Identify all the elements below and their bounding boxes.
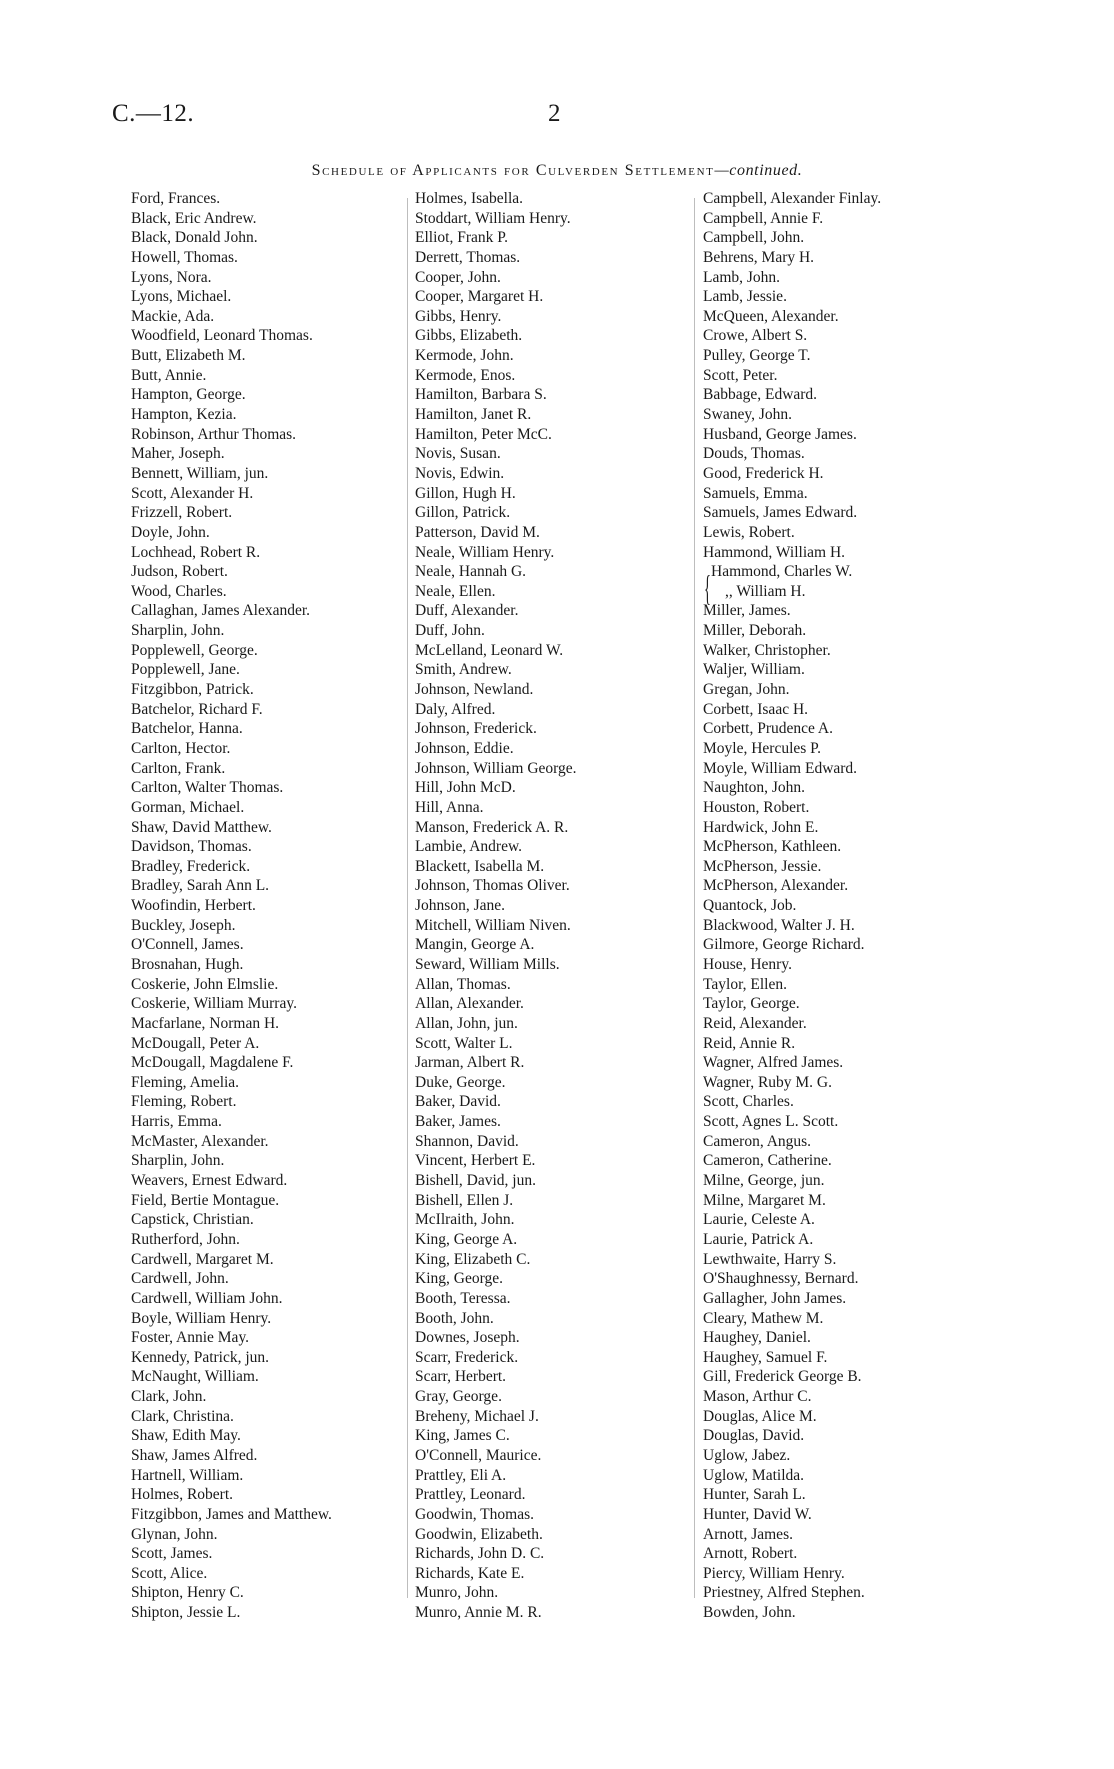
applicant-column-1: [131, 189, 401, 1623]
applicant-entry: Haughey, Daniel.: [703, 1329, 811, 1347]
applicant-entry: Downes, Joseph.: [415, 1329, 520, 1347]
applicant-entry: Moyle, Hercules P.: [703, 739, 821, 757]
applicant-entry: Robinson, Arthur Thomas.: [131, 425, 297, 443]
applicant-entry: Taylor, George.: [703, 995, 800, 1013]
applicant-entry: Coskerie, William Murray.: [131, 995, 297, 1013]
applicant-entry: King, James C.: [415, 1427, 510, 1445]
applicant-entry: Fleming, Amelia.: [131, 1073, 240, 1091]
applicant-entry: Douglas, Alice M.: [703, 1407, 817, 1425]
applicant-entry: McPherson, Kathleen.: [703, 838, 842, 856]
applicant-entry: Weavers, Ernest Edward.: [131, 1172, 288, 1190]
applicant-entry: Prattley, Leonard.: [415, 1486, 526, 1504]
applicant-entry: Scott, Agnes L. Scott.: [703, 1113, 839, 1131]
applicant-entry: Patterson, David M.: [415, 523, 540, 541]
applicant-entry: ,, William H.: [725, 582, 806, 600]
schedule-title-suffix: —continued.: [714, 162, 803, 179]
applicant-entry: Hamilton, Janet R.: [415, 406, 532, 424]
applicant-entry: O'Shaughnessy, Bernard.: [703, 1270, 859, 1288]
applicant-entry: Bowden, John.: [703, 1604, 796, 1622]
applicant-entry: Lochhead, Robert R.: [131, 543, 261, 561]
applicant-entry: Shaw, Edith May.: [131, 1427, 241, 1445]
applicant-entry: Wagner, Ruby M. G.: [703, 1073, 833, 1091]
applicant-entry: Samuels, Emma.: [703, 484, 808, 502]
column-divider: [407, 198, 408, 1598]
applicant-entry: Mangin, George A.: [415, 936, 535, 954]
applicant-entry: Milne, George, jun.: [703, 1172, 825, 1190]
applicant-entry: McPherson, Alexander.: [703, 877, 849, 895]
applicant-entry: Ford, Frances.: [131, 190, 221, 207]
applicant-entry: Davidson, Thomas.: [131, 838, 252, 856]
applicant-entry: Neale, William Henry.: [415, 543, 555, 561]
applicant-entry: McLelland, Leonard W.: [415, 641, 564, 659]
applicant-entry: King, George A.: [415, 1230, 518, 1248]
applicant-entry: Elliot, Frank P.: [415, 229, 509, 247]
applicant-entry: Baker, James.: [415, 1113, 501, 1131]
page-code: C.—12.: [112, 100, 195, 127]
applicant-entry: Fitzgibbon, Patrick.: [131, 681, 254, 699]
applicant-entry: Hammond, William H.: [703, 543, 846, 561]
applicant-entry: Macfarlane, Norman H.: [131, 1014, 280, 1032]
applicant-entry: Kennedy, Patrick, jun.: [131, 1348, 270, 1366]
applicant-entry: Popplewell, George.: [131, 641, 258, 659]
applicant-entry: Reid, Annie R.: [703, 1034, 796, 1052]
applicant-entry: Scott, Walter L.: [415, 1034, 513, 1052]
applicant-entry: Novis, Susan.: [415, 445, 501, 463]
applicant-entry: Corbett, Prudence A.: [703, 720, 834, 738]
applicant-entry: Scott, Charles.: [703, 1093, 794, 1111]
applicant-entry: Harris, Emma.: [131, 1113, 222, 1131]
applicant-entry: Mackie, Ada.: [131, 307, 215, 325]
applicant-entry: Gibbs, Henry.: [415, 307, 502, 325]
applicant-entry: Lamb, John.: [703, 268, 781, 286]
applicant-entry: Mason, Arthur C.: [703, 1388, 812, 1406]
applicant-entry: Goodwin, Elizabeth.: [415, 1525, 543, 1543]
applicant-entry: Callaghan, James Alexander.: [131, 602, 311, 620]
applicant-entry: Cardwell, Margaret M.: [131, 1250, 274, 1268]
applicant-entry: Scott, James.: [131, 1545, 213, 1563]
applicant-entry: Corbett, Isaac H.: [703, 700, 809, 718]
applicant-entry: Coskerie, John Elmslie.: [131, 975, 279, 993]
page-number: 2: [548, 100, 561, 127]
column-divider: [694, 198, 695, 1598]
applicant-entry: Scarr, Herbert.: [415, 1368, 507, 1386]
applicant-entry: Husband, George James.: [703, 425, 857, 443]
applicant-entry: Gillon, Patrick.: [415, 504, 511, 522]
applicant-entry: Derrett, Thomas.: [415, 248, 521, 266]
applicant-entry: Bishell, Ellen J.: [415, 1191, 514, 1209]
applicant-entry: Foster, Annie May.: [131, 1329, 250, 1347]
applicant-entry: Boyle, William Henry.: [131, 1309, 272, 1327]
applicant-entry: Crowe, Albert S.: [703, 327, 808, 345]
applicant-entry: Behrens, Mary H.: [703, 248, 815, 266]
applicant-entry: Judson, Robert.: [131, 563, 228, 581]
applicant-entry: Lyons, Michael.: [131, 288, 232, 306]
applicant-entry: Hamilton, Peter McC.: [415, 425, 552, 443]
applicant-entry: McMaster, Alexander.: [131, 1132, 269, 1150]
applicant-entry: Hampton, George.: [131, 386, 246, 404]
applicant-entry: Black, Donald John.: [131, 229, 258, 247]
applicant-entry: Douds, Thomas.: [703, 445, 805, 463]
applicant-entry: Lewis, Robert.: [703, 523, 795, 541]
applicant-entry: Field, Bertie Montague.: [131, 1191, 280, 1209]
applicant-entry: Lambie, Andrew.: [415, 838, 523, 856]
applicant-entry: Johnson, Thomas Oliver.: [415, 877, 570, 895]
applicant-entry: Clark, Christina.: [131, 1407, 234, 1425]
applicant-entry: Woofindin, Herbert.: [131, 897, 256, 915]
applicant-entry: Wood, Charles.: [131, 582, 227, 600]
applicant-entry: Clark, John.: [131, 1388, 207, 1406]
applicant-entry: Duff, John.: [415, 622, 485, 640]
applicant-entry: Gibbs, Elizabeth.: [415, 327, 523, 345]
applicant-entry: Bennett, William, jun.: [131, 464, 269, 482]
applicant-entry: Shipton, Henry C.: [131, 1584, 244, 1602]
applicant-entry: Babbage, Edward.: [703, 386, 818, 404]
applicant-entry: Popplewell, Jane.: [131, 661, 240, 679]
applicant-entry: Holmes, Robert.: [131, 1486, 234, 1504]
applicant-entry: Richards, John D. C.: [415, 1545, 545, 1563]
applicant-entry: Bradley, Sarah Ann L.: [131, 877, 270, 895]
applicant-entry: Prattley, Eli A.: [415, 1466, 507, 1484]
applicant-entry: Smith, Andrew.: [415, 661, 512, 679]
applicant-entry: Stoddart, William Henry.: [415, 209, 571, 227]
applicant-entry: Jarman, Albert R.: [415, 1054, 525, 1072]
applicant-entry: Naughton, John.: [703, 779, 806, 797]
applicant-entry: Rutherford, John.: [131, 1230, 240, 1248]
applicant-entry: Reid, Alexander.: [703, 1014, 807, 1032]
applicant-entry: Miller, James.: [703, 602, 791, 620]
applicant-entry: Cleary, Mathew M.: [703, 1309, 824, 1327]
applicant-entry: Blackett, Isabella M.: [415, 857, 545, 875]
applicant-entry: Howell, Thomas.: [131, 248, 238, 266]
applicant-entry: King, George.: [415, 1270, 503, 1288]
applicant-entry: Batchelor, Richard F.: [131, 700, 263, 718]
applicant-entry: McNaught, William.: [131, 1368, 259, 1386]
applicant-entry: Cooper, John.: [415, 268, 501, 286]
applicant-entry: Shipton, Jessie L.: [131, 1604, 241, 1622]
applicant-entry: Walker, Christopher.: [703, 641, 831, 659]
applicant-entry: Campbell, John.: [703, 229, 805, 247]
applicant-entry: Hampton, Kezia.: [131, 406, 237, 424]
applicant-entry: Richards, Kate E.: [415, 1564, 525, 1582]
applicant-entry: Breheny, Michael J.: [415, 1407, 539, 1425]
applicant-entry: Gray, George.: [415, 1388, 502, 1406]
applicant-entry: Piercy, William Henry.: [703, 1564, 845, 1582]
applicant-entry: Scott, Peter.: [703, 366, 778, 384]
applicant-column-3: [703, 189, 988, 1623]
applicant-entry: Pulley, George T.: [703, 347, 811, 365]
applicant-entry: Lewthwaite, Harry S.: [703, 1250, 837, 1268]
applicant-entry: O'Connell, Maurice.: [415, 1447, 542, 1464]
applicant-entry: Baker, David.: [415, 1093, 501, 1111]
applicant-entry: Quantock, Job.: [703, 897, 797, 915]
applicant-entry: Gregan, John.: [703, 681, 790, 699]
applicant-entry: Milne, Margaret M.: [703, 1191, 826, 1209]
applicant-entry: Johnson, Newland.: [415, 681, 534, 699]
applicant-entry: Manson, Frederick A. R.: [415, 818, 569, 836]
applicant-entry: Lamb, Jessie.: [703, 288, 787, 306]
applicant-entry: Shannon, David.: [415, 1132, 519, 1150]
applicant-entry: Cardwell, John.: [131, 1270, 229, 1288]
applicant-entry: Scarr, Frederick.: [415, 1348, 519, 1366]
applicant-entry: Capstick, Christian.: [131, 1211, 254, 1229]
applicant-entry: Glynan, John.: [131, 1525, 218, 1543]
schedule-title-main: Schedule of Applicants for Culverden Settlement: [311, 162, 715, 179]
applicant-entry: Bradley, Frederick.: [131, 857, 251, 875]
applicant-entry: Haughey, Samuel F.: [703, 1348, 828, 1366]
applicant-entry: Taylor, Ellen.: [703, 975, 787, 993]
applicant-entry: Johnson, Jane.: [415, 897, 505, 915]
applicant-entry: Cameron, Angus.: [703, 1132, 812, 1150]
applicant-entry: McIlraith, John.: [415, 1211, 515, 1229]
applicant-entry: O'Connell, James.: [131, 936, 244, 954]
applicant-entry: Allan, Alexander.: [415, 995, 524, 1013]
applicant-entry: Hunter, Sarah L.: [703, 1486, 806, 1504]
schedule-title: [0, 162, 1114, 180]
applicant-entry: Doyle, John.: [131, 523, 210, 541]
applicant-entry: Carlton, Hector.: [131, 739, 231, 757]
applicant-entry: Duff, Alexander.: [415, 602, 519, 620]
applicant-entry: Sharplin, John.: [131, 1152, 225, 1170]
applicant-entry: Scott, Alexander H.: [131, 484, 254, 502]
applicant-entry: Butt, Elizabeth M.: [131, 347, 246, 365]
brace-mark: {: [704, 568, 711, 608]
applicant-entry: Wagner, Alfred James.: [703, 1054, 844, 1072]
applicant-entry: Douglas, David.: [703, 1427, 805, 1445]
applicant-entry: Booth, John.: [415, 1309, 494, 1327]
applicant-entry: Waljer, William.: [703, 661, 805, 679]
applicant-entry: Neale, Ellen.: [415, 582, 496, 600]
applicant-entry: Johnson, Eddie.: [415, 739, 514, 757]
applicant-column-2: [415, 189, 685, 1623]
applicant-entry: Hardwick, John E.: [703, 818, 819, 836]
applicant-entry: Uglow, Jabez.: [703, 1447, 791, 1464]
applicant-entry: Duke, George.: [415, 1073, 506, 1091]
applicant-entry: Allan, John, jun.: [415, 1014, 518, 1032]
applicant-entry: Blackwood, Walter J. H.: [703, 916, 855, 934]
applicant-entry: Hill, Anna.: [415, 798, 484, 816]
applicant-entry: Swaney, John.: [703, 406, 792, 424]
applicant-entry: Daly, Alfred.: [415, 700, 496, 718]
applicant-entry: Woodfield, Leonard Thomas.: [131, 327, 313, 345]
applicant-entry: Hammond, Charles W.: [711, 563, 853, 581]
applicant-entry: Johnson, Frederick.: [415, 720, 537, 738]
applicant-entry: Cooper, Margaret H.: [415, 288, 544, 306]
applicant-entry: Maher, Joseph.: [131, 445, 225, 463]
applicant-entry: Cardwell, William John.: [131, 1289, 283, 1307]
applicant-entry: Carlton, Walter Thomas.: [131, 779, 284, 797]
applicant-entry: Kermode, John.: [415, 347, 514, 365]
applicant-entry: Good, Frederick H.: [703, 464, 824, 482]
applicant-entry: Novis, Edwin.: [415, 464, 505, 482]
applicant-entry: Kermode, Enos.: [415, 366, 516, 384]
applicant-entry: Hamilton, Barbara S.: [415, 386, 547, 404]
applicant-entry: Sharplin, John.: [131, 622, 225, 640]
applicant-entry: Moyle, William Edward.: [703, 759, 858, 777]
applicant-entry: Hunter, David W.: [703, 1505, 812, 1523]
applicant-entry: Lyons, Nora.: [131, 268, 212, 286]
applicant-entry: House, Henry.: [703, 955, 792, 973]
applicant-entry: Booth, Teressa.: [415, 1289, 511, 1307]
applicant-entry: Campbell, Annie F.: [703, 209, 824, 227]
applicant-entry: Uglow, Matilda.: [703, 1466, 805, 1484]
applicant-entry: Mitchell, William Niven.: [415, 916, 571, 934]
applicant-entry: McDougall, Peter A.: [131, 1034, 260, 1052]
applicant-entry: Gilmore, George Richard.: [703, 936, 865, 954]
applicant-entry: McPherson, Jessie.: [703, 857, 822, 875]
applicant-entry: Gallagher, John James.: [703, 1289, 847, 1307]
applicant-entry: Gillon, Hugh H.: [415, 484, 516, 502]
applicant-entry: Laurie, Celeste A.: [703, 1211, 815, 1229]
applicant-entry: Arnott, Robert.: [703, 1545, 798, 1563]
applicant-entry: Bishell, David, jun.: [415, 1172, 536, 1190]
applicant-entry: Arnott, James.: [703, 1525, 793, 1543]
applicant-entry: Goodwin, Thomas.: [415, 1505, 534, 1523]
applicant-entry: Batchelor, Hanna.: [131, 720, 243, 738]
applicant-entry: Cameron, Catherine.: [703, 1152, 832, 1170]
applicant-entry: Hill, John McD.: [415, 779, 516, 797]
applicant-entry: Neale, Hannah G.: [415, 563, 527, 581]
applicant-entry: King, Elizabeth C.: [415, 1250, 531, 1268]
applicant-entry: Butt, Annie.: [131, 366, 207, 384]
applicant-entry: Holmes, Isabella.: [415, 190, 524, 207]
applicant-entry: Fleming, Robert.: [131, 1093, 237, 1111]
applicant-entry: Black, Eric Andrew.: [131, 209, 257, 227]
applicant-entry: Campbell, Alexander Finlay.: [703, 190, 882, 207]
applicant-entry: Vincent, Herbert E.: [415, 1152, 536, 1170]
applicant-entry: Allan, Thomas.: [415, 975, 511, 993]
applicant-entry: Samuels, James Edward.: [703, 504, 858, 522]
applicant-entry: Scott, Alice.: [131, 1564, 208, 1582]
applicant-entry: Buckley, Joseph.: [131, 916, 236, 934]
applicant-entry: Gorman, Michael.: [131, 798, 245, 816]
applicant-entry: Brosnahan, Hugh.: [131, 955, 244, 973]
applicant-entry: Houston, Robert.: [703, 798, 810, 816]
applicant-entry: Johnson, William George.: [415, 759, 577, 777]
applicant-entry: Hartnell, William.: [131, 1466, 244, 1484]
applicant-entry: Munro, John.: [415, 1584, 499, 1602]
applicant-entry: Munro, Annie M. R.: [415, 1604, 542, 1622]
applicant-entry: Frizzell, Robert.: [131, 504, 233, 522]
applicant-entry: Gill, Frederick George B.: [703, 1368, 862, 1386]
applicant-entry: Shaw, James Alfred.: [131, 1447, 258, 1464]
applicant-entry: Miller, Deborah.: [703, 622, 807, 640]
applicant-entry: Laurie, Patrick A.: [703, 1230, 814, 1248]
applicant-entry: McQueen, Alexander.: [703, 307, 839, 325]
applicant-entry: Seward, William Mills.: [415, 955, 560, 973]
applicant-entry: McDougall, Magdalene F.: [131, 1054, 294, 1072]
applicant-entry: Carlton, Frank.: [131, 759, 226, 777]
applicant-entry: Fitzgibbon, James and Matthew.: [131, 1505, 332, 1523]
applicant-entry: Shaw, David Matthew.: [131, 818, 272, 836]
applicant-entry: Priestney, Alfred Stephen.: [703, 1584, 865, 1602]
